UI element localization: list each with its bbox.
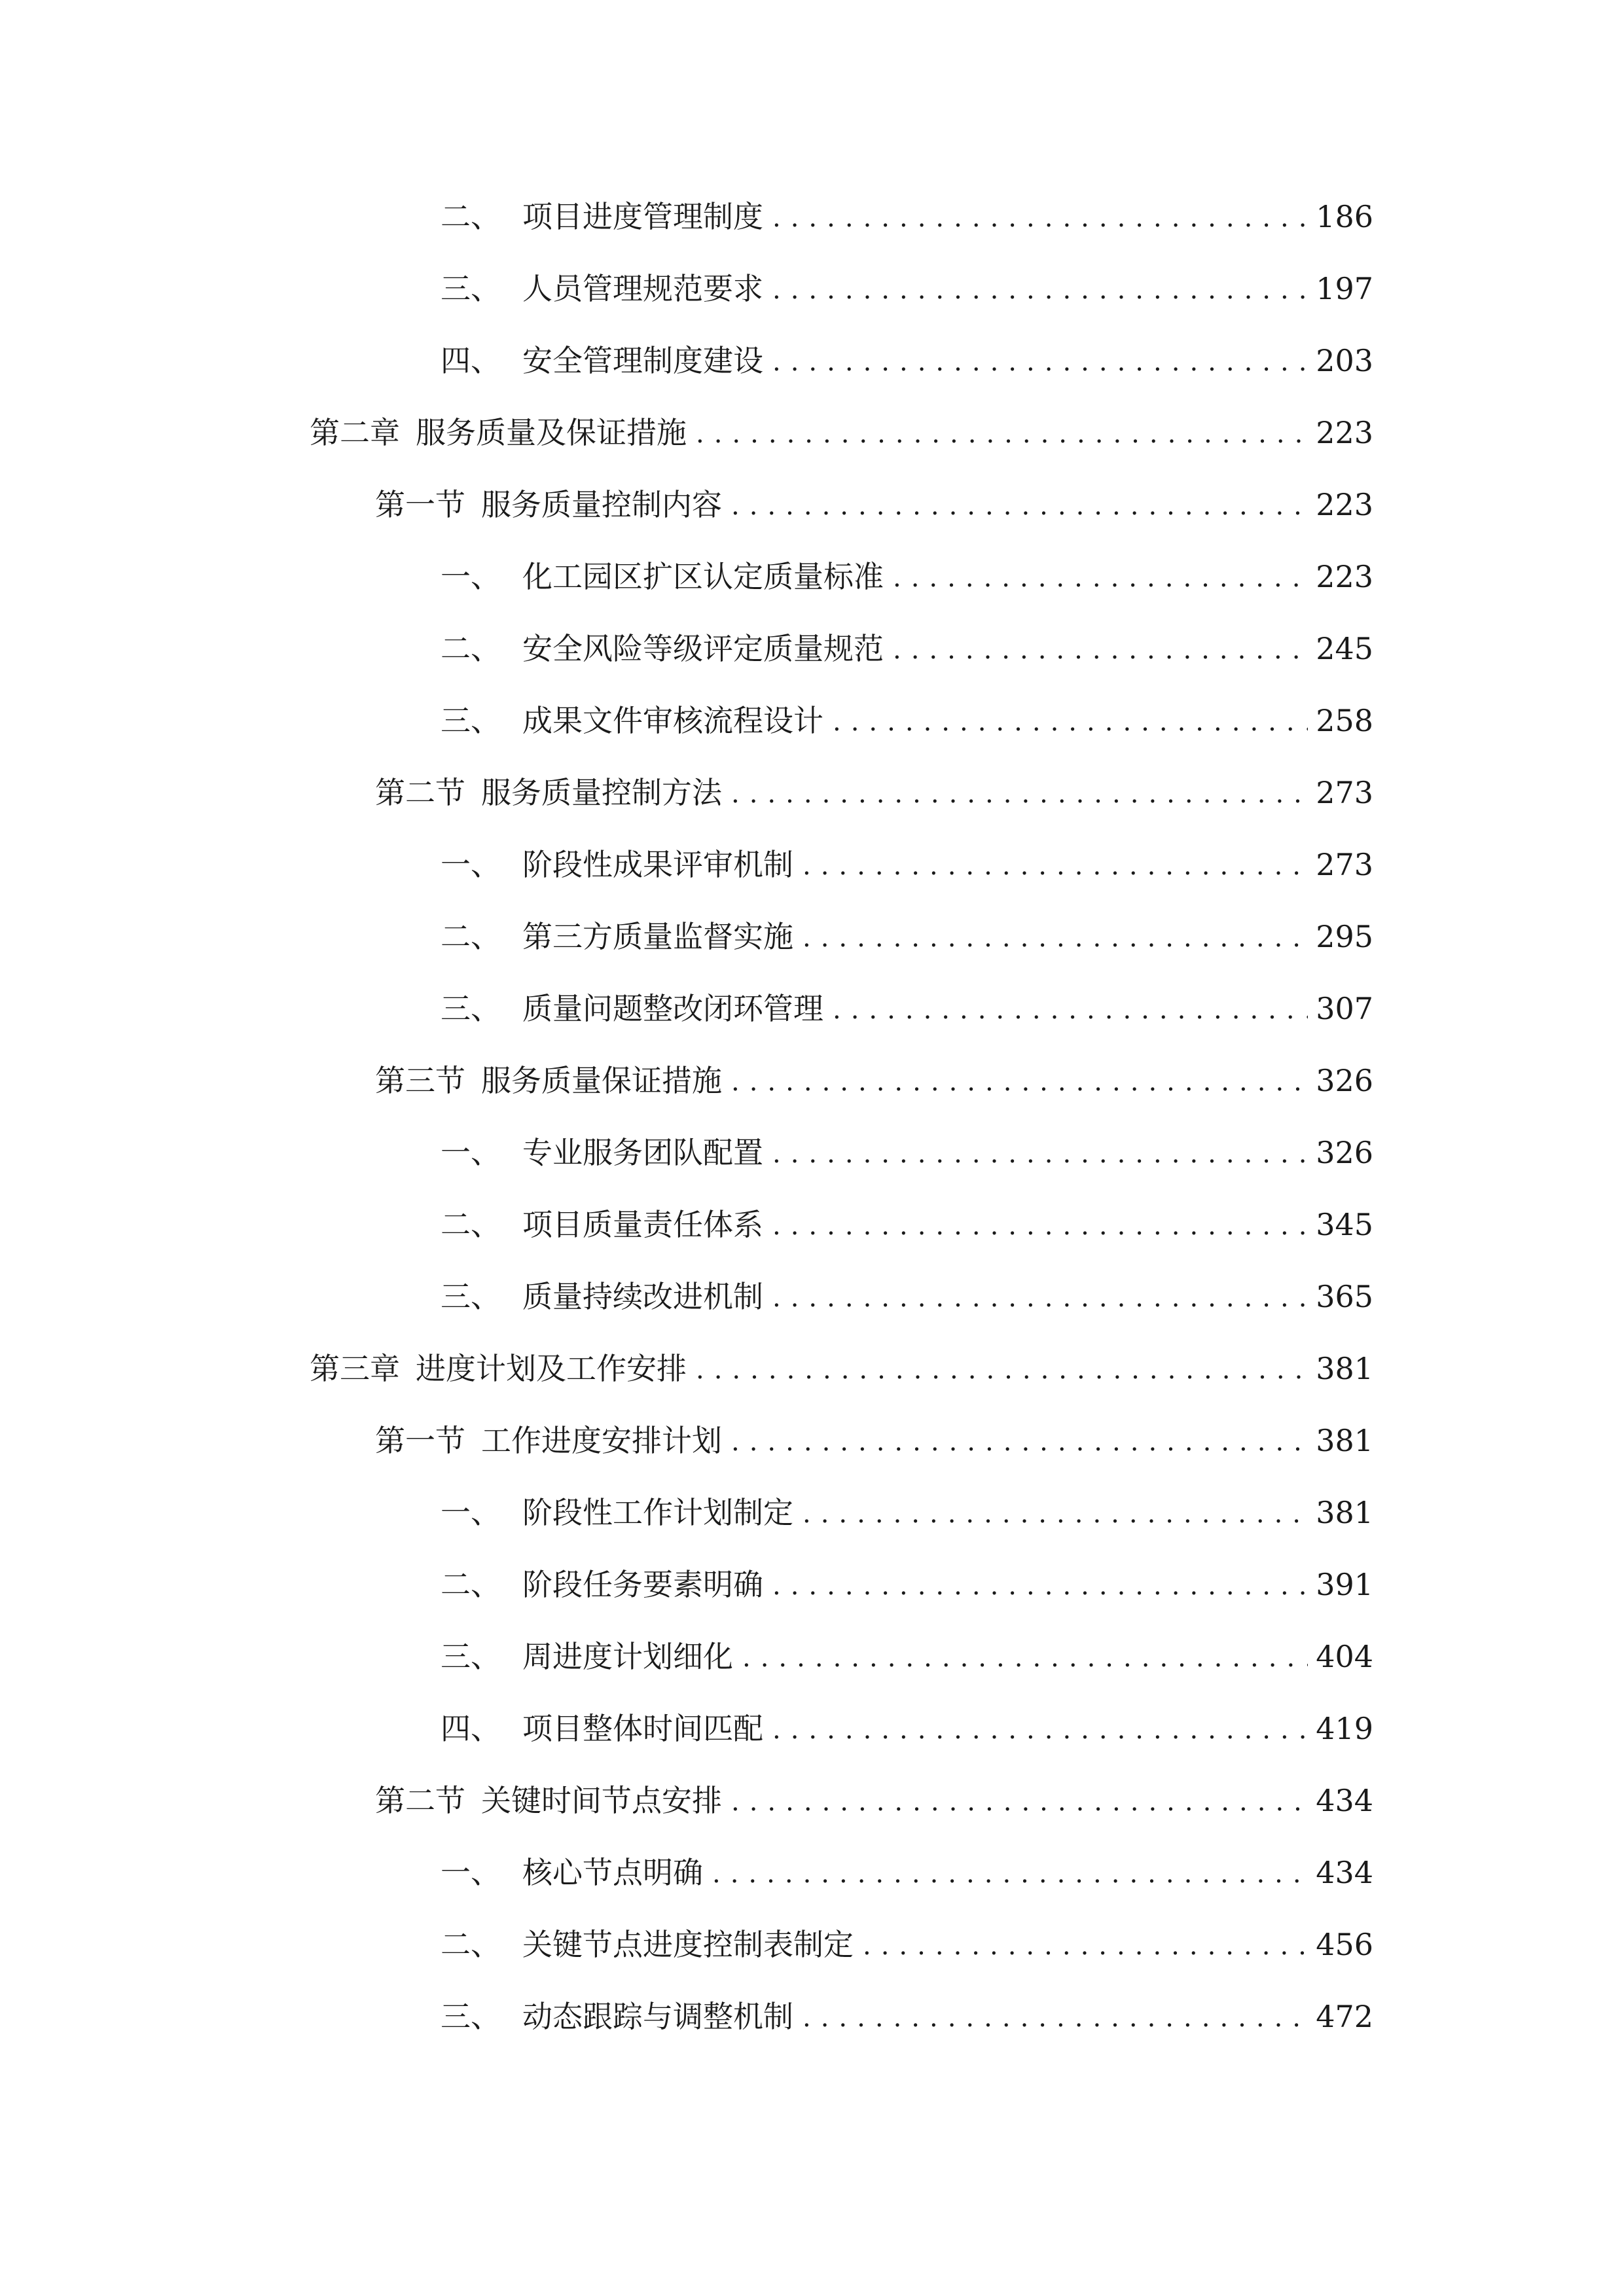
toc-entry-title: 第三方质量监督实施 [522,919,793,954]
toc-dot-leader [772,1694,1308,1766]
toc-dot-leader [731,1406,1308,1478]
toc-entry-number: 第三章 [310,1351,400,1386]
toc-entry-title: 质量问题整改闭环管理 [522,991,823,1026]
toc-entry-level-3[interactable] [0,973,1624,1045]
toc-entry-title: 服务质量控制内容 [481,487,722,522]
toc-dot-leader [772,1190,1308,1262]
toc-entry-level-3[interactable] [0,1189,1624,1261]
toc-entry-title: 项目进度管理制度 [522,199,763,234]
toc-entry-title: 成果文件审核流程设计 [522,703,823,738]
toc-dot-leader [772,1118,1308,1190]
toc-dot-leader [731,1046,1308,1118]
toc-entry-number: 一、 [441,1855,501,1890]
toc-entry-page-number: 326 [1316,1135,1373,1170]
toc-dot-leader [772,254,1308,326]
toc-entry-page-number: 203 [1316,343,1373,378]
toc-dot-leader [772,1262,1308,1334]
toc-entry-title: 阶段性成果评审机制 [522,847,793,882]
toc-entry-number: 第二节 [375,1783,465,1818]
toc-entry-level-3[interactable] [0,1981,1624,2053]
toc-entry-number: 二、 [441,199,501,234]
toc-entry-number: 第三节 [375,1063,465,1098]
toc-entry-page-number: 258 [1316,703,1373,738]
toc-entry-number: 三、 [441,271,501,306]
toc-entry-page-number: 295 [1316,919,1373,954]
toc-entry-page-number: 197 [1316,271,1373,306]
toc-entry-level-3[interactable] [0,181,1624,253]
toc-entry-page-number: 381 [1316,1495,1373,1530]
toc-entry-number: 二、 [441,1567,501,1602]
toc-entry-title: 周进度计划细化 [522,1639,733,1674]
toc-entry-number: 三、 [441,1279,501,1314]
toc-entry-page-number: 273 [1316,775,1373,810]
toc-entry-page-number: 223 [1316,487,1373,522]
toc-entry-level-3[interactable] [0,1117,1624,1189]
toc-entry-title: 人员管理规范要求 [522,271,763,306]
toc-dot-leader [803,1478,1308,1550]
toc-entry-title: 动态跟踪与调整机制 [522,1999,793,2034]
toc-dot-leader [893,542,1308,614]
toc-entry-number: 一、 [441,1495,501,1530]
toc-entry-title: 项目质量责任体系 [522,1207,763,1242]
toc-entry-number: 二、 [441,1927,501,1962]
toc-entry-level-3[interactable] [0,613,1624,685]
toc-entry-page-number: 345 [1316,1207,1373,1242]
toc-entry-title: 专业服务团队配置 [522,1135,763,1170]
toc-entry-number: 二、 [441,1207,501,1242]
toc-entry-title: 核心节点明确 [522,1855,703,1890]
toc-entry-title: 化工园区扩区认定质量标准 [522,559,884,594]
toc-entry-level-3[interactable] [0,1693,1624,1765]
toc-entry-page-number: 365 [1316,1279,1373,1314]
toc-entry-title: 阶段任务要素明确 [522,1567,763,1602]
toc-entry-title: 安全管理制度建设 [522,343,763,378]
toc-entry-number: 三、 [441,703,501,738]
toc-dot-leader [863,1910,1308,1982]
toc-entry-page-number: 391 [1316,1567,1373,1602]
toc-dot-leader [803,902,1308,974]
toc-entry-number: 二、 [441,919,501,954]
toc-entry-title: 关键节点进度控制表制定 [522,1927,854,1962]
toc-entry-page-number: 419 [1316,1711,1373,1746]
toc-entry-page-number: 434 [1316,1855,1373,1890]
toc-entry-level-3[interactable] [0,1621,1624,1693]
toc-dot-leader [833,686,1308,758]
toc-entry-page-number: 223 [1316,559,1373,594]
toc-dot-leader [696,398,1308,470]
toc-entry-number: 二、 [441,631,501,666]
toc-dot-leader [712,1838,1308,1910]
toc-dot-leader [772,1550,1308,1622]
toc-entry-title: 阶段性工作计划制定 [522,1495,793,1530]
toc-entry-page-number: 381 [1316,1351,1373,1386]
toc-entry-level-3[interactable] [0,325,1624,397]
toc-entry-page-number: 381 [1316,1423,1373,1458]
toc-entry-level-2[interactable] [0,1045,1624,1117]
toc-entry-title: 服务质量保证措施 [481,1063,722,1098]
toc-dot-leader [893,614,1308,686]
toc-dot-leader [731,1766,1308,1838]
toc-entry-number: 第二章 [310,415,400,450]
toc-entry-level-1[interactable] [0,1333,1624,1405]
toc-entry-page-number: 186 [1316,199,1373,234]
toc-entry-page-number: 326 [1316,1063,1373,1098]
toc-entry-level-3[interactable] [0,901,1624,973]
toc-dot-leader [772,326,1308,398]
toc-entry-level-3[interactable] [0,1261,1624,1333]
toc-entry-title: 安全风险等级评定质量规范 [522,631,884,666]
toc-entry-page-number: 245 [1316,631,1373,666]
toc-entry-title: 关键时间节点安排 [481,1783,722,1818]
toc-entry-title: 服务质量控制方法 [481,775,722,810]
toc-entry-level-3[interactable] [0,1477,1624,1549]
toc-entry-level-3[interactable] [0,253,1624,325]
toc-entry-level-3[interactable] [0,1909,1624,1981]
toc-dot-leader [803,1982,1308,2054]
toc-entry-number: 四、 [441,343,501,378]
toc-entry-page-number: 472 [1316,1999,1373,2034]
toc-entry-level-3[interactable] [0,829,1624,901]
toc-entry-number: 四、 [441,1711,501,1746]
toc-dot-leader [772,182,1308,254]
toc-dot-leader [731,470,1308,542]
toc-entry-title: 质量持续改进机制 [522,1279,763,1314]
toc-entry-level-2[interactable] [0,1765,1624,1837]
toc-entry-title: 服务质量及保证措施 [416,415,687,450]
toc-entry-page-number: 456 [1316,1927,1373,1962]
toc-entry-page-number: 404 [1316,1639,1373,1674]
toc-entry-number: 第一节 [375,1423,465,1458]
toc-entry-level-3[interactable] [0,685,1624,757]
toc-dot-leader [696,1334,1308,1406]
toc-entry-level-3[interactable] [0,1837,1624,1909]
toc-entry-number: 第一节 [375,487,465,522]
toc-entry-number: 一、 [441,847,501,882]
toc-entry-level-1[interactable] [0,397,1624,469]
toc-dot-leader [803,830,1308,902]
toc-entry-level-2[interactable] [0,757,1624,829]
toc-dot-leader [742,1622,1308,1694]
toc-entry-level-2[interactable] [0,469,1624,541]
toc-entry-number: 一、 [441,1135,501,1170]
toc-entry-number: 三、 [441,1999,501,2034]
toc-entry-page-number: 273 [1316,847,1373,882]
toc-entry-level-3[interactable] [0,1549,1624,1621]
toc-entry-number: 三、 [441,1639,501,1674]
toc-entry-title: 进度计划及工作安排 [416,1351,687,1386]
toc-entry-number: 一、 [441,559,501,594]
toc-dot-leader [731,758,1308,830]
toc-entry-title: 工作进度安排计划 [481,1423,722,1458]
toc-entry-page-number: 223 [1316,415,1373,450]
toc-entry-page-number: 307 [1316,991,1373,1026]
toc-dot-leader [833,974,1308,1046]
toc-entry-number: 第二节 [375,775,465,810]
toc-entry-number: 三、 [441,991,501,1026]
toc-entry-level-2[interactable] [0,1405,1624,1477]
toc-entry-page-number: 434 [1316,1783,1373,1818]
toc-entry-title: 项目整体时间匹配 [522,1711,763,1746]
table-of-contents [0,181,1624,2053]
toc-entry-level-3[interactable] [0,541,1624,613]
